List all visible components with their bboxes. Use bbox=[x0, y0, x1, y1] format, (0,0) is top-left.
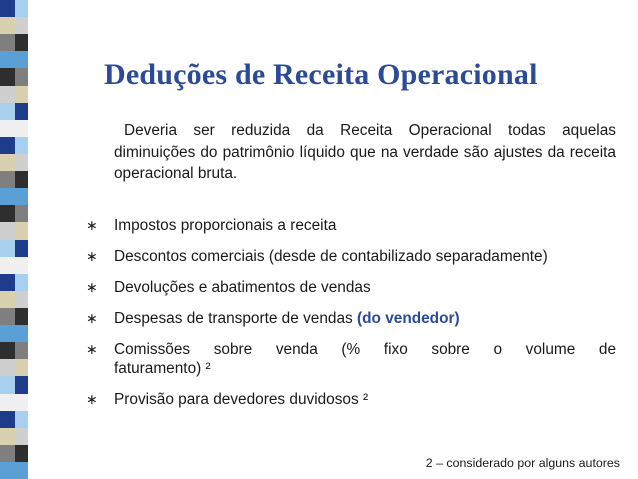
deductions-list bbox=[86, 216, 616, 421]
strip-cell bbox=[0, 376, 15, 393]
list-item-text: Despesas de transporte de vendas bbox=[114, 310, 353, 327]
strip-cell bbox=[0, 34, 15, 51]
strip-cell bbox=[15, 205, 28, 222]
strip-cell bbox=[0, 137, 15, 154]
strip-cell bbox=[15, 137, 28, 154]
strip-cell bbox=[0, 462, 15, 479]
strip-cell bbox=[0, 154, 15, 171]
strip-cell bbox=[15, 103, 28, 120]
strip-cell bbox=[0, 222, 15, 239]
strip-cell bbox=[15, 120, 28, 137]
strip-cell bbox=[15, 51, 28, 68]
strip-row bbox=[0, 68, 28, 85]
strip-cell bbox=[15, 86, 28, 103]
list-item bbox=[86, 278, 616, 297]
footnote: 2 – considerado por alguns autores bbox=[425, 456, 620, 470]
bullet-icon: ∗ bbox=[86, 217, 98, 233]
strip-row bbox=[0, 51, 28, 68]
strip-cell bbox=[0, 51, 15, 68]
strip-cell bbox=[15, 376, 28, 393]
strip-cell bbox=[15, 411, 28, 428]
bullet-icon: ∗ bbox=[86, 391, 98, 407]
strip-row bbox=[0, 120, 28, 137]
intro-paragraph: Deveria ser reduzida da Receita Operacional todas aquelas diminuições do patrimônio líquido que na verdade são ajustes da receita operacional bruta. bbox=[114, 122, 616, 182]
strip-row bbox=[0, 137, 28, 154]
strip-cell bbox=[15, 68, 28, 85]
strip-row bbox=[0, 34, 28, 51]
list-item-text: Provisão para devedores duvidosos ² bbox=[114, 391, 369, 408]
strip-row bbox=[0, 308, 28, 325]
slide-title: Deduções de Receita Operacional bbox=[104, 58, 538, 91]
strip-cell bbox=[15, 188, 28, 205]
strip-cell bbox=[0, 86, 15, 103]
strip-row bbox=[0, 205, 28, 222]
strip-cell bbox=[0, 359, 15, 376]
strip-cell bbox=[0, 171, 15, 188]
bullet-icon: ∗ bbox=[86, 248, 98, 264]
strip-cell bbox=[0, 411, 15, 428]
bullet-icon: ∗ bbox=[86, 341, 98, 357]
list-item bbox=[86, 340, 616, 378]
strip-cell bbox=[15, 394, 28, 411]
strip-row bbox=[0, 171, 28, 188]
list-item bbox=[86, 216, 616, 235]
strip-cell bbox=[15, 428, 28, 445]
strip-row bbox=[0, 17, 28, 34]
strip-cell bbox=[0, 308, 15, 325]
strip-row bbox=[0, 394, 28, 411]
strip-row bbox=[0, 0, 28, 17]
strip-cell bbox=[15, 0, 28, 17]
list-item bbox=[86, 390, 616, 409]
decorative-side-strip bbox=[0, 0, 28, 479]
strip-row bbox=[0, 154, 28, 171]
list-item-text: Impostos proporcionais a receita bbox=[114, 217, 337, 234]
list-item-text: Devoluções e abatimentos de vendas bbox=[114, 279, 371, 296]
strip-cell bbox=[0, 257, 15, 274]
strip-cell bbox=[0, 325, 15, 342]
strip-cell bbox=[0, 17, 15, 34]
strip-row bbox=[0, 428, 28, 445]
strip-cell bbox=[15, 222, 28, 239]
list-item-text: Comissões sobre venda (% fixo sobre o volume de bbox=[114, 341, 616, 358]
strip-row bbox=[0, 188, 28, 205]
strip-row bbox=[0, 291, 28, 308]
strip-cell bbox=[0, 188, 15, 205]
list-item-text: Descontos comerciais (desde de contabilizado separadamente) bbox=[114, 248, 548, 265]
strip-cell bbox=[15, 257, 28, 274]
strip-row bbox=[0, 462, 28, 479]
strip-row bbox=[0, 274, 28, 291]
strip-row bbox=[0, 359, 28, 376]
strip-row bbox=[0, 445, 28, 462]
strip-row bbox=[0, 257, 28, 274]
strip-row bbox=[0, 342, 28, 359]
strip-cell bbox=[15, 17, 28, 34]
strip-cell bbox=[15, 34, 28, 51]
strip-row bbox=[0, 86, 28, 103]
strip-row bbox=[0, 411, 28, 428]
strip-cell bbox=[0, 428, 15, 445]
strip-cell bbox=[15, 342, 28, 359]
strip-cell bbox=[0, 120, 15, 137]
strip-cell bbox=[15, 359, 28, 376]
strip-row bbox=[0, 376, 28, 393]
bullet-icon: ∗ bbox=[86, 279, 98, 295]
strip-cell bbox=[15, 462, 28, 479]
strip-row bbox=[0, 103, 28, 120]
strip-cell bbox=[0, 0, 15, 17]
strip-cell bbox=[15, 291, 28, 308]
strip-cell bbox=[15, 171, 28, 188]
list-item-continuation: faturamento) ² bbox=[114, 360, 211, 377]
strip-cell bbox=[15, 274, 28, 291]
strip-cell bbox=[15, 325, 28, 342]
strip-cell bbox=[0, 445, 15, 462]
list-item bbox=[86, 247, 616, 266]
strip-cell bbox=[0, 342, 15, 359]
strip-cell bbox=[0, 205, 15, 222]
strip-cell bbox=[0, 68, 15, 85]
strip-cell bbox=[0, 240, 15, 257]
strip-cell bbox=[0, 291, 15, 308]
list-item bbox=[86, 309, 616, 328]
strip-row bbox=[0, 240, 28, 257]
strip-row bbox=[0, 325, 28, 342]
strip-cell bbox=[15, 240, 28, 257]
strip-cell bbox=[0, 274, 15, 291]
bullet-icon: ∗ bbox=[86, 310, 98, 326]
list-item-highlight: (do vendedor) bbox=[357, 310, 460, 327]
strip-cell bbox=[15, 154, 28, 171]
strip-row bbox=[0, 222, 28, 239]
strip-cell bbox=[15, 308, 28, 325]
strip-cell bbox=[15, 445, 28, 462]
strip-cell bbox=[0, 394, 15, 411]
strip-cell bbox=[0, 103, 15, 120]
